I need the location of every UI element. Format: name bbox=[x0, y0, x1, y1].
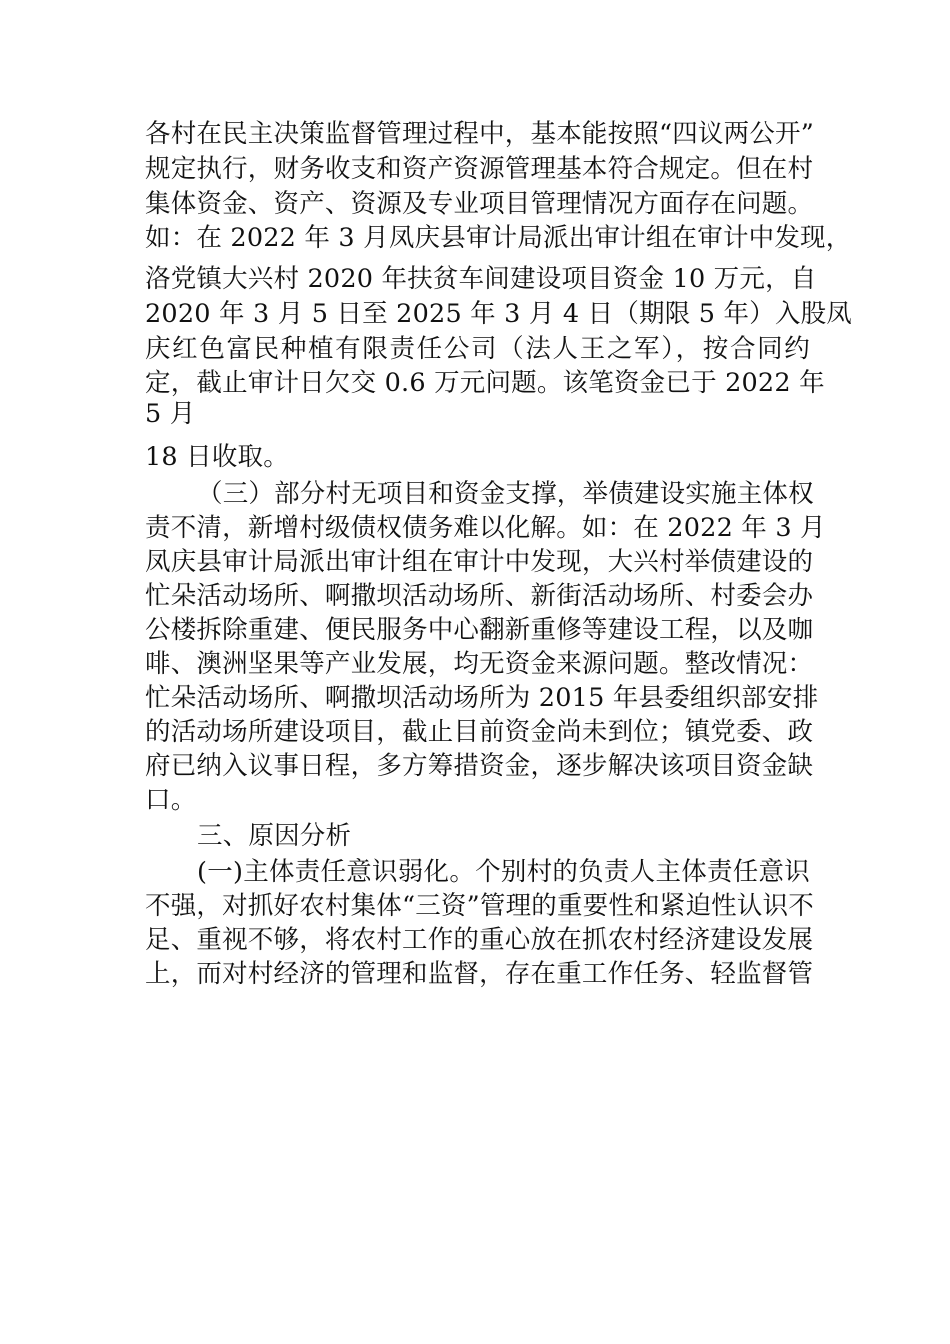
text-line: 规定执行，财务收支和资产资源管理基本符合规定。但在村 bbox=[145, 154, 814, 184]
text-line: 各村在民主决策监督管理过程中，基本能按照“四议两公开” bbox=[145, 119, 814, 149]
text-line: 不强，对抓好农村集体“三资”管理的重要性和紧迫性认识不 bbox=[145, 891, 814, 921]
text-line: 18 日收取。 bbox=[145, 442, 289, 472]
text-line: 如：在 2022 年 3 月凤庆县审计局派出审计组在审计中发现， bbox=[145, 223, 852, 253]
text-line: 责不清，新增村级债权债务难以化解。如：在 2022 年 3 月 bbox=[145, 513, 826, 543]
text-line: 啡、澳洲坚果等产业发展，均无资金来源问题。整改情况： bbox=[145, 649, 814, 679]
section-heading: 三、原因分析 bbox=[197, 821, 352, 851]
text-line: 庆红色富民种植有限责任公司（法人王之军），按合同约 bbox=[145, 334, 810, 364]
text-line: 口。 bbox=[145, 785, 197, 815]
text-line: 凤庆县审计局派出审计组在审计中发现，大兴村举债建设的 bbox=[145, 547, 814, 577]
text-line: 府已纳入议事日程，多方筹措资金，逐步解决该项目资金缺 bbox=[145, 751, 814, 781]
text-line: 忙朵活动场所、啊撒坝活动场所为 2015 年县委组织部安排 bbox=[145, 683, 819, 713]
section-heading-3: （三）部分村无项目和资金支撑，举债建设实施主体权 bbox=[197, 479, 814, 509]
text-line: 集体资金、资产、资源及专业项目管理情况方面存在问题。 bbox=[145, 189, 814, 219]
text-line: 忙朵活动场所、啊撒坝活动场所、新街活动场所、村委会办 bbox=[145, 581, 814, 611]
text-line: 公楼拆除重建、便民服务中心翻新重修等建设工程，以及咖 bbox=[145, 615, 814, 645]
text-line: 足、重视不够，将农村工作的重心放在抓农村经济建设发展 bbox=[145, 925, 814, 955]
text-line: 上，而对村经济的管理和监督，存在重工作任务、轻监督管 bbox=[145, 959, 814, 989]
text-line: 2020 年 3 月 5 日至 2025 年 3 月 4 日（期限 5 年）入股凤 bbox=[145, 299, 852, 329]
text-line: 5 月 bbox=[145, 399, 196, 429]
subsection-heading-1: (一)主体责任意识弱化。个别村的负责人主体责任意识 bbox=[197, 857, 810, 887]
text-line: 的活动场所建设项目，截止目前资金尚未到位；镇党委、政 bbox=[145, 717, 814, 747]
text-line: 定，截止审计日欠交 0.6 万元问题。该笔资金已于 2022 年 bbox=[145, 368, 825, 398]
text-line: 洛党镇大兴村 2020 年扶贫车间建设项目资金 10 万元，自 bbox=[145, 264, 817, 294]
